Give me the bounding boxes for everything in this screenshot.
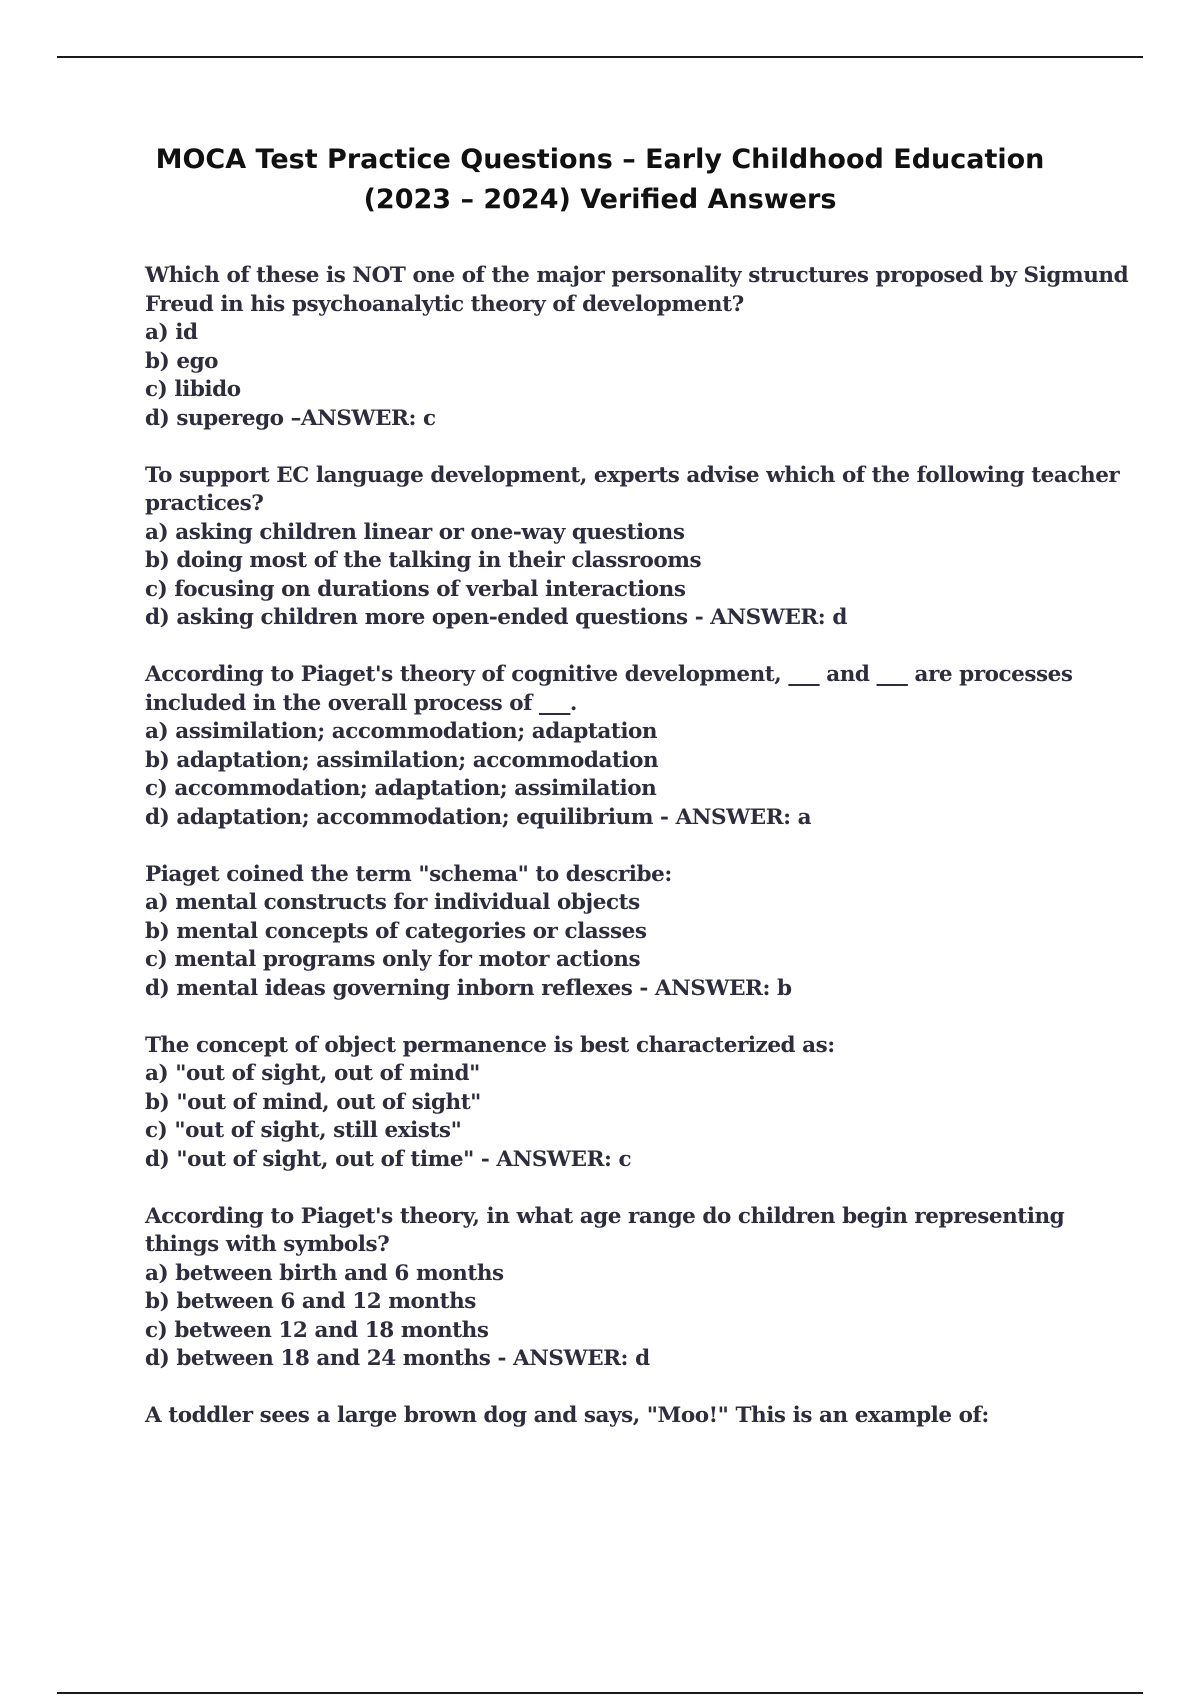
answer-option: c) accommodation; adaptation; assimilation xyxy=(145,776,657,801)
question-block xyxy=(145,1032,1105,1175)
answer-option: c) "out of sight, still exists" xyxy=(145,1118,462,1143)
question-block xyxy=(145,661,1105,832)
answer-option: c) libido xyxy=(145,377,241,402)
bottom-rule xyxy=(57,1692,1143,1694)
question-prompt-line: included in the overall process of ___. xyxy=(145,690,577,716)
answer-option: d) asking children more open-ended questions - ANSWER: d xyxy=(145,605,847,630)
answer-option: c) between 12 and 18 months xyxy=(145,1317,489,1343)
title-line-2: (2023 – 2024) Verified Answers xyxy=(363,184,837,215)
question-prompt-line: things with symbols? xyxy=(145,1232,390,1257)
answer-option: d) mental ideas governing inborn reflexes - ANSWER: b xyxy=(145,975,792,1001)
question-block xyxy=(145,1203,1105,1374)
question-block xyxy=(145,1402,1105,1431)
question-block xyxy=(145,462,1120,633)
answer-option: a) id xyxy=(145,320,198,345)
answer-option: b) doing most of the talking in their classrooms xyxy=(145,548,702,573)
answer-option: d) "out of sight, out of time" - ANSWER: c xyxy=(145,1146,632,1172)
answer-option: a) "out of sight, out of mind" xyxy=(145,1061,480,1086)
answer-option: b) adaptation; assimilation; accommodation xyxy=(145,747,659,773)
answer-option: a) assimilation; accommodation; adaptation xyxy=(145,719,658,744)
question-prompt-line: Piaget coined the term "schema" to describe: xyxy=(145,861,672,887)
title-line-1: MOCA Test Practice Questions – Early Childhood Education xyxy=(155,144,1045,175)
answer-option: d) superego –ANSWER: c xyxy=(145,405,436,431)
question-list xyxy=(145,262,1129,1459)
question-prompt-line: The concept of object permanence is best characterized as: xyxy=(145,1032,835,1058)
answer-option: a) mental constructs for individual objects xyxy=(145,890,640,915)
answer-option: b) mental concepts of categories or classes xyxy=(145,918,647,944)
question-prompt-line: According to Piaget's theory of cognitive development, ___ and ___ are processes xyxy=(145,662,1073,687)
question-prompt-line: Which of these is NOT one of the major personality structures proposed by Sigmund xyxy=(145,263,1129,288)
question-prompt-line: A toddler sees a large brown dog and says, "Moo!" This is an example of: xyxy=(145,1403,989,1428)
answer-option: c) focusing on durations of verbal interactions xyxy=(145,576,686,602)
answer-option: d) adaptation; accommodation; equilibrium - ANSWER: a xyxy=(145,804,812,830)
answer-option: a) asking children linear or one-way questions xyxy=(145,519,685,545)
answer-option: b) between 6 and 12 months xyxy=(145,1289,476,1314)
answer-option: c) mental programs only for motor actions xyxy=(145,947,641,972)
question-prompt-line: To support EC language development, experts advise which of the following teacher xyxy=(145,462,1120,488)
question-prompt-line: According to Piaget's theory, in what age range do children begin representing xyxy=(145,1203,1065,1229)
question-block xyxy=(145,861,1105,1004)
top-rule xyxy=(57,56,1143,58)
answer-option: b) ego xyxy=(145,348,219,374)
question-prompt-line: Freud in his psychoanalytic theory of development? xyxy=(145,291,744,317)
question-prompt-line: practices? xyxy=(145,491,264,516)
answer-option: a) between birth and 6 months xyxy=(145,1260,504,1286)
document-title xyxy=(130,140,1070,220)
answer-option: b) "out of mind, out of sight" xyxy=(145,1089,481,1115)
question-block xyxy=(145,262,1129,433)
answer-option: d) between 18 and 24 months - ANSWER: d xyxy=(145,1346,650,1371)
